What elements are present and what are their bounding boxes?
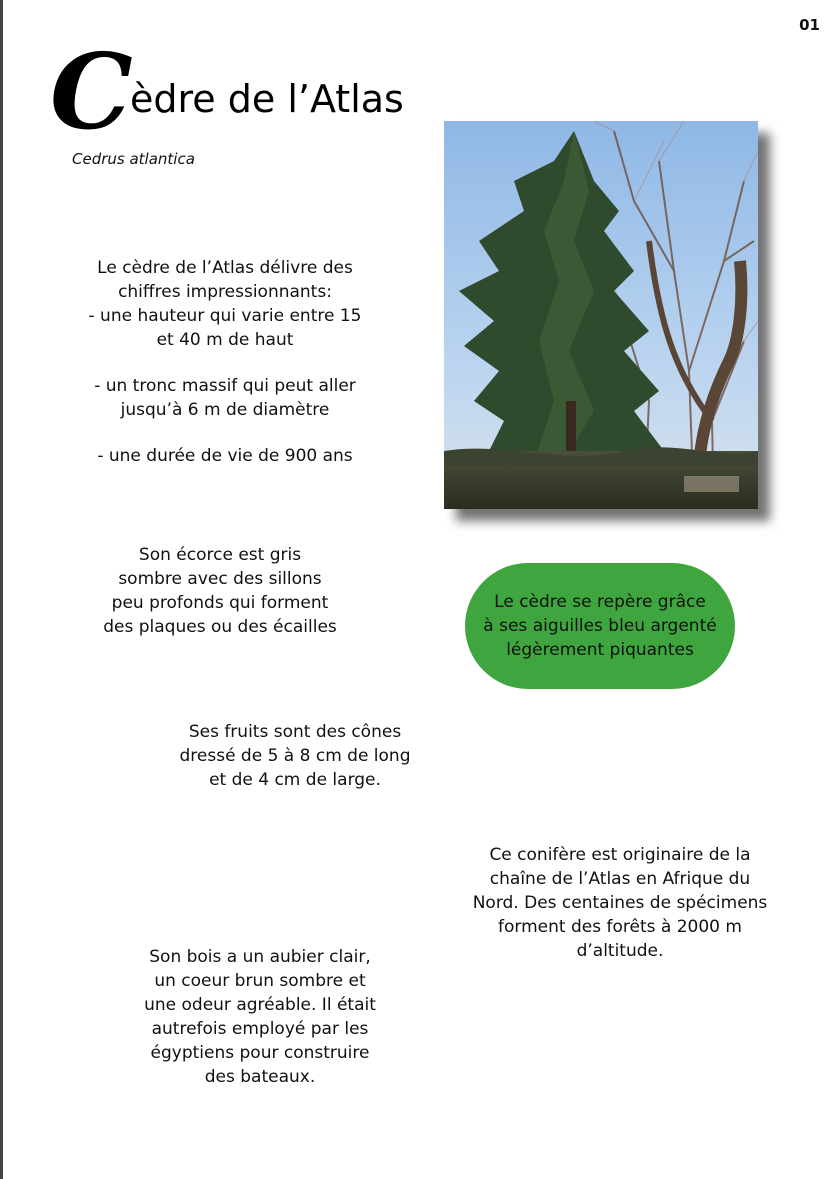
bark-paragraph [80,543,360,639]
page-number: 01 [799,16,820,34]
page-left-border [0,0,3,1179]
wood-line: des bateaux. [204,1067,316,1087]
highlight-line: Le cèdre se repère grâce [494,592,706,612]
latin-name: Cedrus atlantica [72,150,195,168]
wood-line: autrefois employé par les [151,1019,369,1039]
origin-paragraph [450,843,790,963]
origin-line: d’altitude. [576,941,664,961]
bark-line: peu profonds qui forment [111,593,329,613]
bark-line: Son écorce est gris [138,545,302,565]
title-text: èdre de l’Atlas [130,77,404,121]
fruits-line: dressé de 5 à 8 cm de long [179,746,411,766]
bark-line: sombre avec des sillons [118,569,322,589]
wood-line: un coeur brun sombre et [154,971,366,991]
intro-line: - une durée de vie de 900 ans [97,446,353,466]
fruits-paragraph [150,720,440,792]
intro-paragraph [60,256,390,468]
highlight-line: à ses aiguilles bleu argenté [483,616,717,636]
intro-spacer [60,352,390,374]
intro-line: - une hauteur qui varie entre 15 [88,306,362,326]
wood-line: Son bois a un aubier clair, [149,947,371,967]
origin-line: chaîne de l’Atlas en Afrique du [489,869,751,889]
intro-line: jusqu’à 6 m de diamètre [120,400,330,420]
needles-highlight-box [465,563,735,689]
bark-line: des plaques ou des écailles [103,617,337,637]
wood-paragraph [110,945,410,1089]
intro-line: - un tronc massif qui peut aller [94,376,356,396]
origin-line: forment des forêts à 2000 m [498,917,742,937]
wood-line: une odeur agréable. Il était [144,995,376,1015]
intro-line: et 40 m de haut [156,330,294,350]
wood-line: égyptiens pour construire [150,1043,370,1063]
highlight-line: légèrement piquantes [506,640,694,660]
fruits-line: Ses fruits sont des cônes [188,722,402,742]
intro-line: Le cèdre de l’Atlas délivre des [97,258,353,278]
intro-line: chiffres impressionnants: [118,282,332,302]
title-drop-cap: C [50,30,133,153]
fruits-line: et de 4 cm de large. [209,770,381,790]
origin-line: Nord. Des centaines de spécimens [472,893,768,913]
intro-spacer [60,422,390,444]
page-title [50,30,470,153]
cedar-tree-photo [444,121,758,509]
origin-line: Ce conifère est originaire de la [489,845,751,865]
